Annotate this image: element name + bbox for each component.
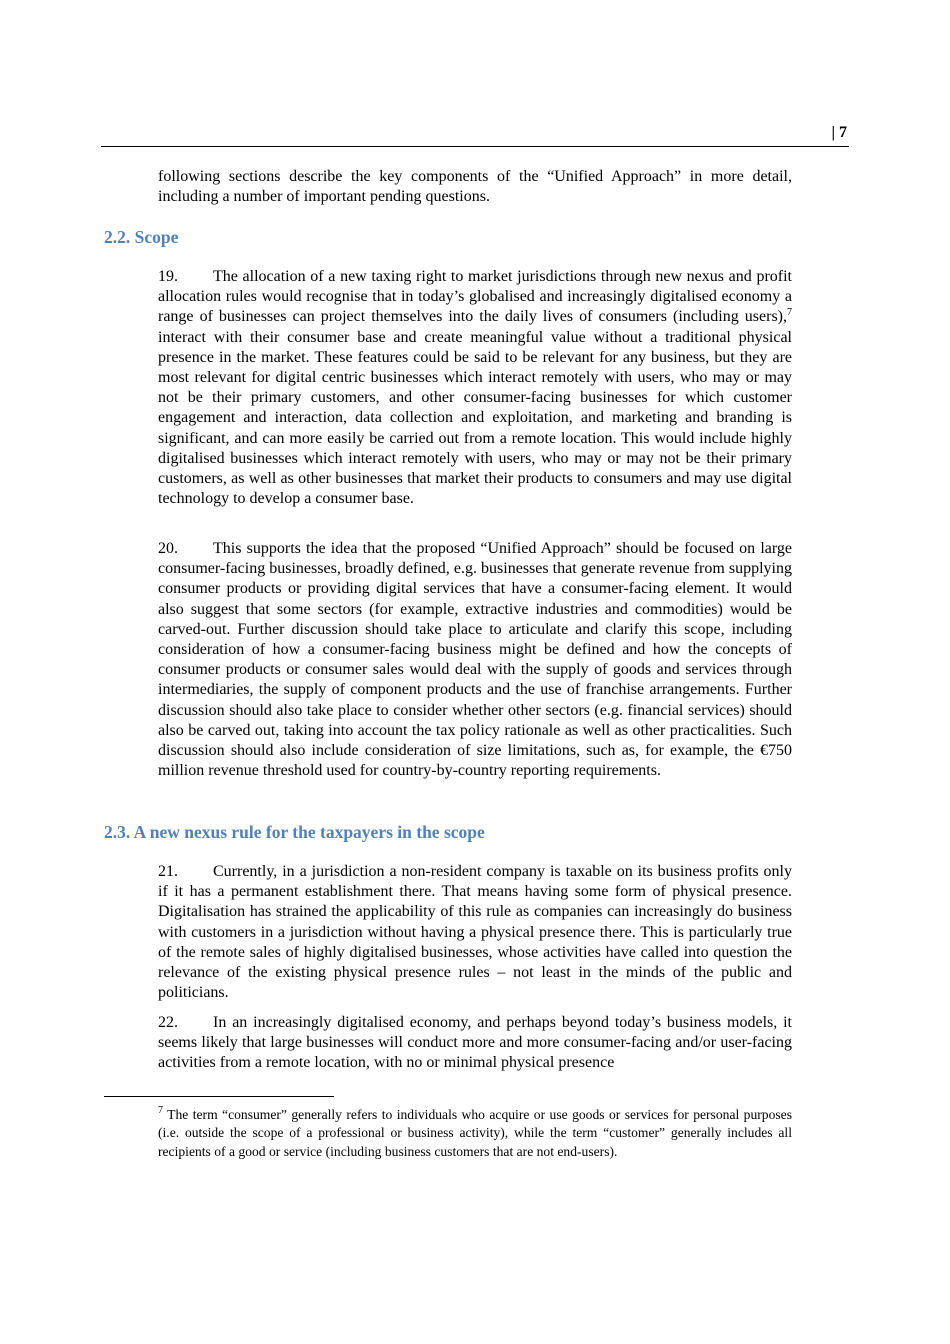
paragraph-text: interact with their consumer base and create meaningful value without a traditional physical presence in the market. These features could be said to be relevant for any business, but they are most relevant for digital centric businesses which interact remotely with users, who may or may not be their primary customers, and other consumer-facing businesses for which customer engagement and interaction, data collection and exploitation, and marketing and branding is significant, and can more easily be carried out from a remote location. This would include highly digitalised businesses which interact remotely with users, who may or may not be their primary customers, as well as other businesses that market their products to consumers and may use digital technology to develop a consumer base. xyxy=(158,328,792,508)
paragraph-number: 19. xyxy=(158,268,178,285)
footnote-marker: 7 xyxy=(158,1105,163,1116)
section-heading-scope: 2.2. Scope xyxy=(104,227,179,247)
paragraph-number: 21. xyxy=(158,863,178,880)
footnote xyxy=(158,1106,792,1161)
paragraph-text: Currently, in a jurisdiction a non-resident company is taxable on its business profits only if it has a permanent establishment there. That means having some form of physical presence. Digitalisation has strained the applicability of this rule as companies can increasingly do business with customers in a jurisdiction without having a physical presence there. This is particularly true of the remote sales of highly digitalised businesses, whose activities have called into question the relevance of the existing physical presence rules – not least in the minds of the public and politicians. xyxy=(158,863,792,1002)
intro-paragraph: following sections describe the key components of the “Unified Approach” in more detail, including a number of important pending questions. xyxy=(158,168,792,206)
paragraph-21 xyxy=(158,862,792,1003)
paragraph-19 xyxy=(158,267,792,509)
header-rule xyxy=(101,146,849,147)
section-heading-nexus-rule: 2.3. A new nexus rule for the taxpayers in the scope xyxy=(104,822,485,842)
footnote-reference: 7 xyxy=(787,307,792,319)
paragraph-text: In an increasingly digitalised economy, and perhaps beyond today’s business models, it seems likely that large businesses will conduct more and more consumer-facing and/or user-facing activities from a remote location, with no or minimal physical presence xyxy=(158,1014,792,1072)
footnote-separator xyxy=(104,1096,334,1097)
footnote-text: The term “consumer” generally refers to individuals who acquire or use goods or services for personal purposes (i.e. outside the scope of a professional or business activity), while the term “customer” generally includes all recipients of a good or service (including business customers that are not end-users). xyxy=(158,1107,792,1159)
page-number: | 7 xyxy=(831,124,847,141)
paragraph-text: The allocation of a new taxing right to market jurisdictions through new nexus and profit allocation rules would recognise that in today’s globalised and increasingly digitalised economy a range of businesses can project themselves into the daily lives of consumers (including users), xyxy=(158,268,792,326)
paragraph-20 xyxy=(158,539,792,781)
paragraph-22 xyxy=(158,1013,792,1074)
paragraph-number: 20. xyxy=(158,540,178,557)
paragraph-number: 22. xyxy=(158,1014,178,1031)
paragraph-text: This supports the idea that the proposed “Unified Approach” should be focused on large consumer-facing businesses, broadly defined, e.g. businesses that generate revenue from supplying consumer products or providing digital services that have a consumer-facing element. It would also suggest that some sectors (for example, extractive industries and commodities) would be carved-out. Further discussion should take place to articulate and clarify this scope, including consideration of how a consumer-facing business might be defined and how the concepts of consumer products or consumer sales would deal with the supply of goods and services through intermediaries, the supply of component products and the use of franchise arrangements. Further discussion should also take place to consider whether other sectors (e.g. financial services) should also be carved out, taking into account the tax policy rationale as well as other practicalities. Such discussion should also include consideration of size limitations, such as, for example, the €750 million revenue threshold used for country-by-country reporting requirements. xyxy=(158,540,792,780)
